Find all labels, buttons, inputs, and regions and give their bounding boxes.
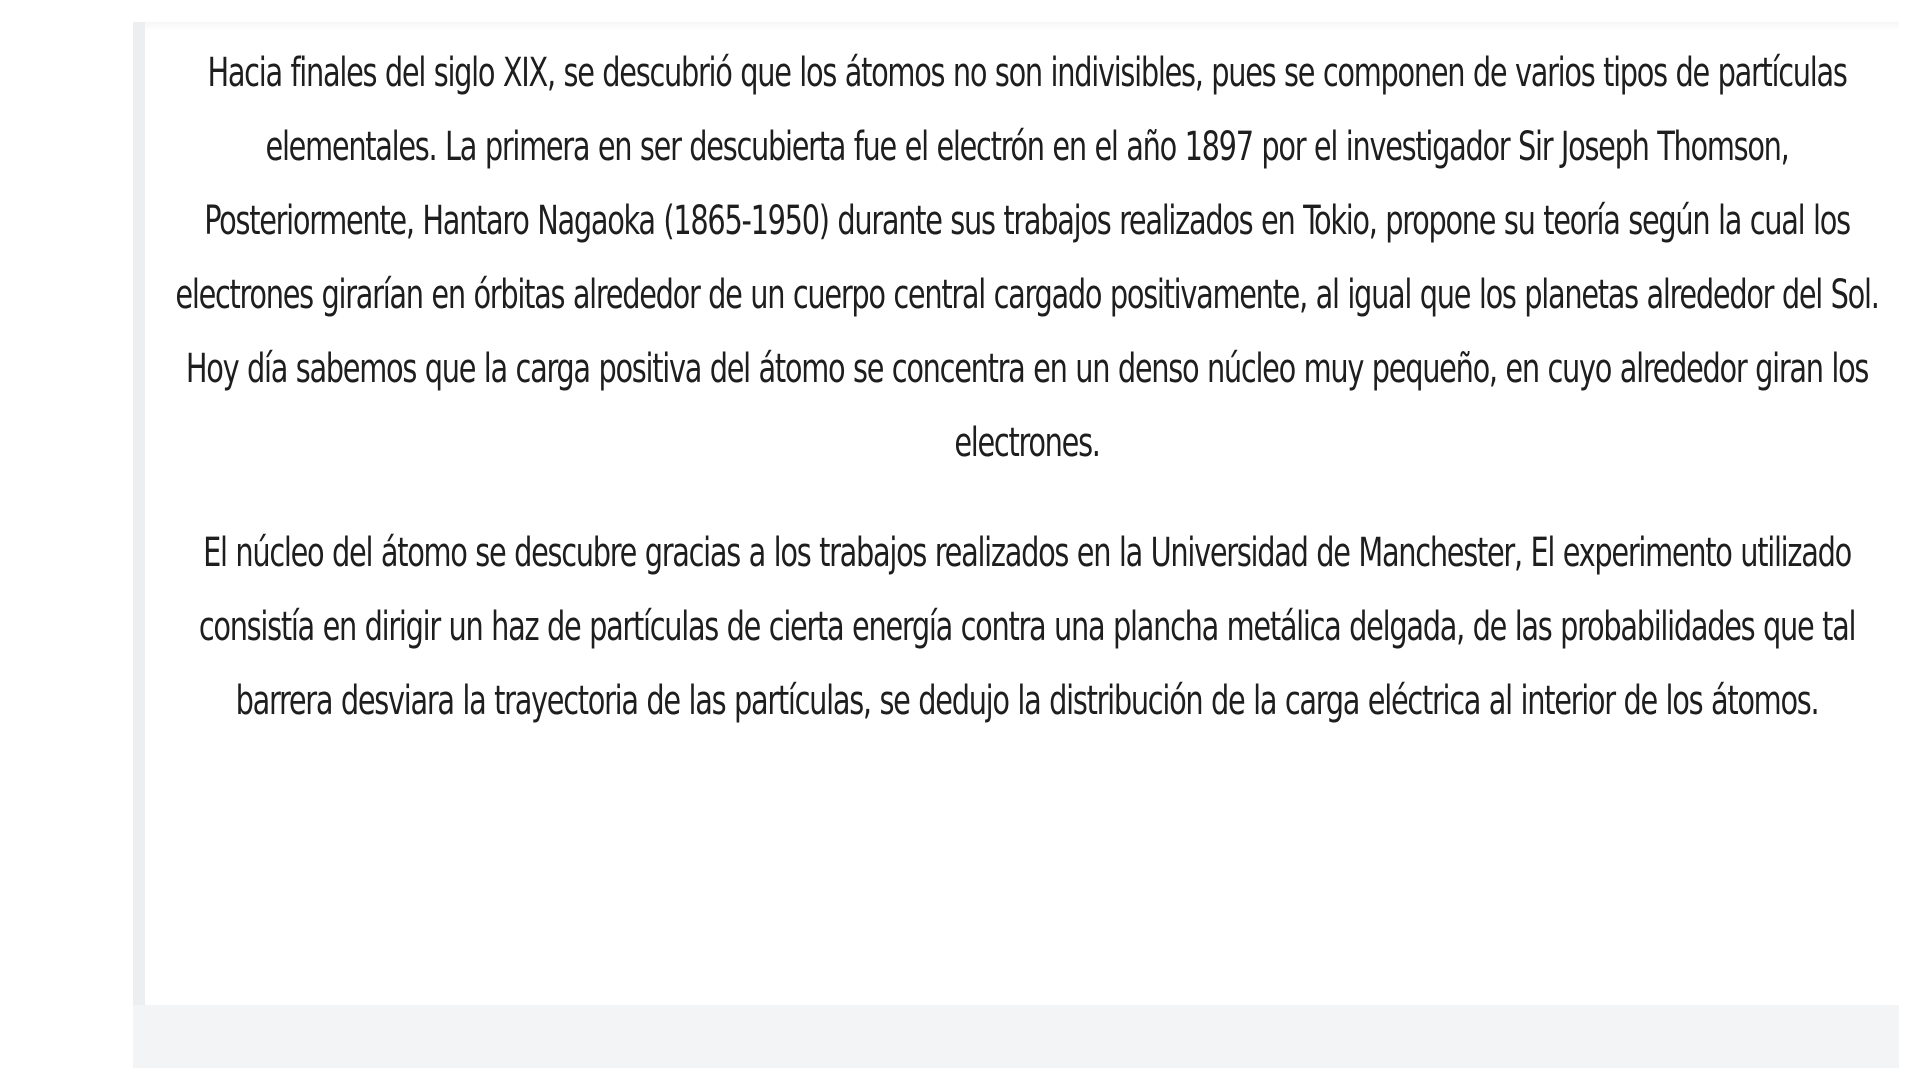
content-panel <box>133 22 1899 1005</box>
paragraph-nucleus-discovery: El núcleo del átomo se descubre gracias a los trabajos realizados en la Universidad de Manchester, El experimento utilizado consistía en dirigir un haz de partículas de cierta energía contra una plancha metálica delgada, de las probabilidades que tal barrera desviara la trayectoria de las partículas, se dedujo la distribución de la carga eléctrica al interior de los átomos. <box>198 530 1856 724</box>
article-text <box>175 36 1879 738</box>
paragraph-atom-discovery: Hacia finales del siglo XIX, se descubrió que los átomos no son indivisibles, pues se componen de varios tipos de partículas elementales. La primera en ser descubierta fue el electrón en el año 1897 por el investigador Sir Joseph Thomson, Posteriormente, Hantaro Nagaoka (1865-1950) durante sus trabajos realizados en Tokio, propone su teoría según la cual los electrones girarían en órbitas alrededor de un cuerpo central cargado positivamente, al igual que los planetas alrededor del Sol. Hoy día sabemos que la carga positiva del átomo se concentra en un denso núcleo muy pequeño, en cuyo alrededor giran los electrones. <box>175 50 1879 466</box>
footer-bar <box>133 1005 1899 1068</box>
